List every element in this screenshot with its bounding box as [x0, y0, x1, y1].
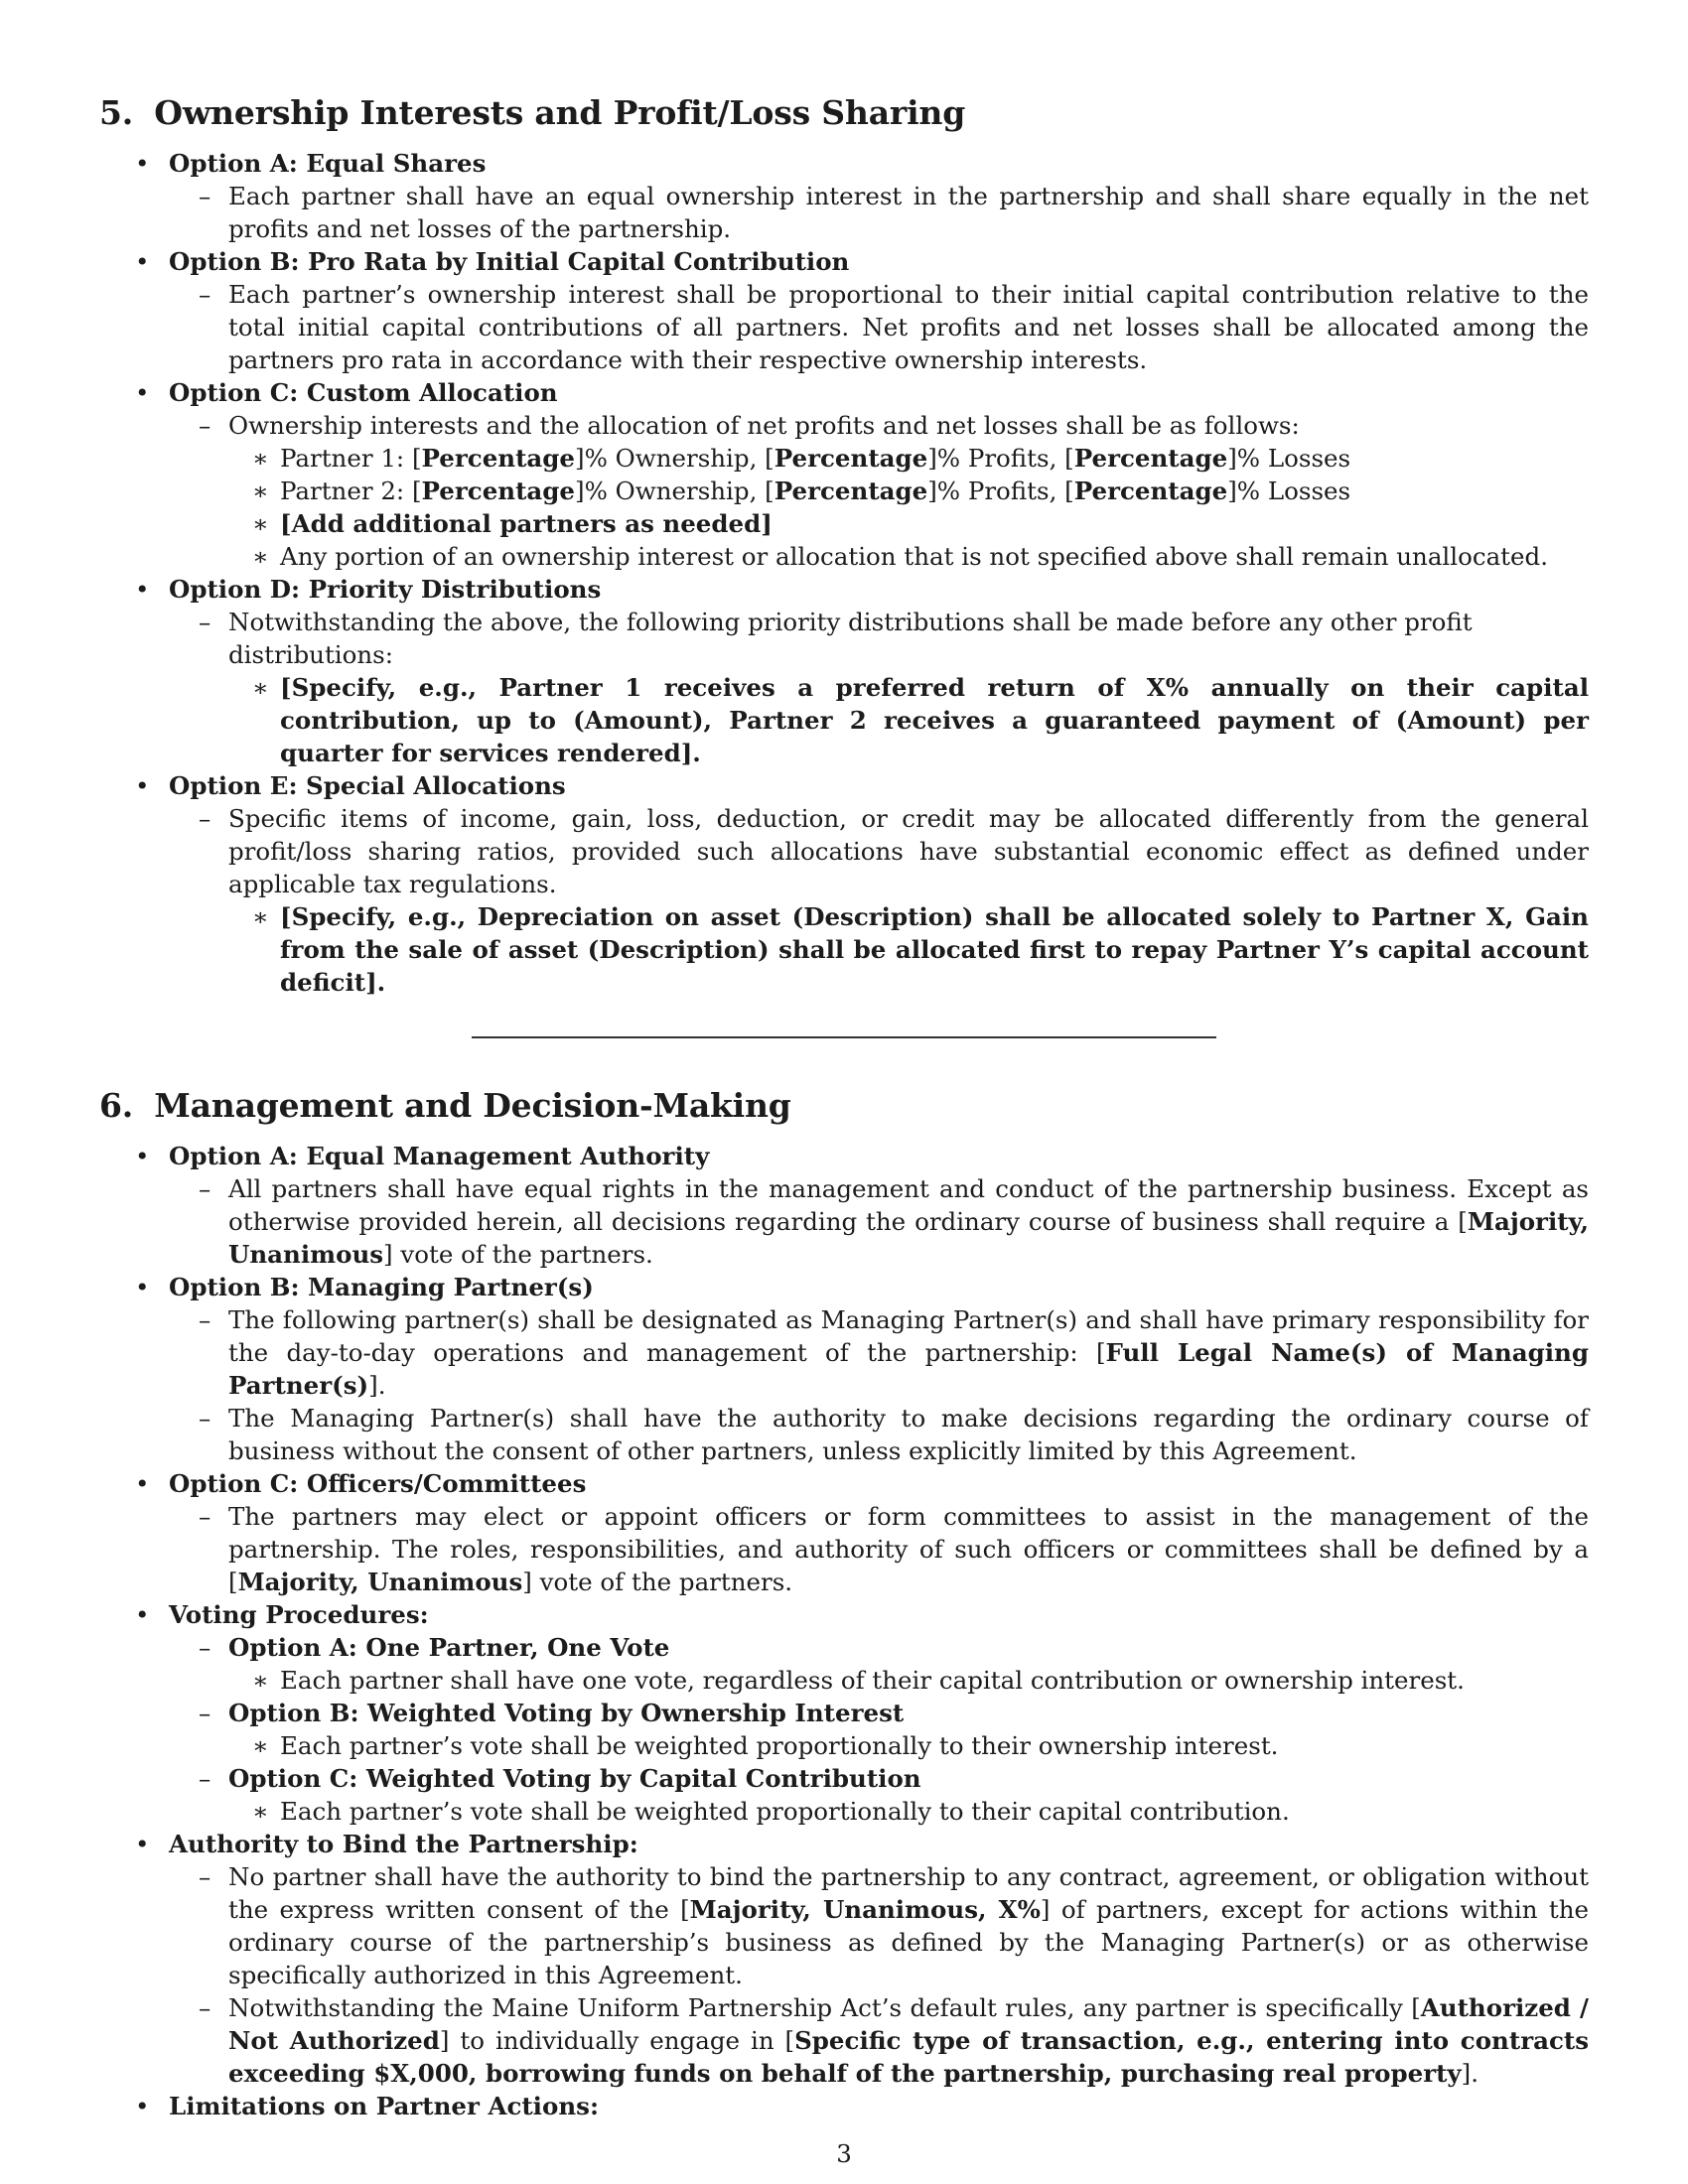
option-title: Authority to Bind the Partnership: [169, 1830, 638, 1858]
option-text: Each partner shall have an equal ownership interest in the partnership and shall share equally in the net profits and net losses of the partnership. [228, 182, 1589, 243]
partner-1-allocation: ∗ Partner 1: [Percentage]% Ownership, [Percentage]% Profits, [Percentage]% Losses [252, 444, 1351, 473]
list-item: • Option C: Officers/Committees [135, 1469, 587, 1498]
option-title: Voting Procedures: [169, 1600, 429, 1629]
option-title: Option B: Pro Rata by Initial Capital Contribution [169, 247, 850, 276]
list-item: • Option C: Custom Allocation [135, 378, 558, 407]
list-item: – No partner shall have the authority to bind the partnership to any contract, agreement, or obligation without the express written consent of the [Majority, Unanimous, X%] of partners, except for actions within the ordinary course of the partnership’s business as defined by the Managing Partner(s) or as otherwise specifically authorized in this Agreement. [199, 1862, 1589, 1989]
list-item: • Authority to Bind the Partnership: [135, 1830, 638, 1858]
list-item: – Option B: Weighted Voting by Ownership Interest [199, 1699, 905, 1727]
list-item: – The following partner(s) shall be designated as Managing Partner(s) and shall have primary responsibility for the day-to-day operations and management of the partnership: [Full Legal Name(s) of Managing Partner(s)]. [199, 1305, 1589, 1400]
list-item: ∗ Any portion of an ownership interest or allocation that is not specified above shall remain unallocated. [252, 542, 1548, 571]
list-item: – Each partner’s ownership interest shall be proportional to their initial capital contribution relative to the total initial capital contributions of all partners. Net profits and net losses shall be allocated among the partners pro rata in accordance with their respective ownership interests. [199, 280, 1589, 374]
list-item: • Voting Procedures: [135, 1600, 429, 1629]
list-item: – Option A: One Partner, One Vote [199, 1633, 670, 1662]
list-item: – Each partner shall have an equal ownership interest in the partnership and shall share equally in the net profits and net losses of the partnership. [199, 182, 1589, 243]
option-text: Ownership interests and the allocation of net profits and net losses shall be as follows: [228, 411, 1300, 440]
section-5-heading [99, 91, 1589, 135]
list-item: • Option A: Equal Shares [135, 149, 487, 178]
list-item: – The Managing Partner(s) shall have the authority to make decisions regarding the ordinary course of business without the consent of other partners, unless explicitly limited by this Agreement. [199, 1404, 1589, 1465]
list-item: • Option D: Priority Distributions [135, 575, 602, 604]
option-title: Option A: Equal Shares [169, 149, 487, 178]
section-number: 6. [99, 1086, 134, 1125]
partner-2-allocation: ∗ Partner 2: [Percentage]% Ownership, [Percentage]% Profits, [Percentage]% Losses [252, 477, 1351, 505]
option-title: Option C: Officers/Committees [169, 1469, 587, 1498]
list-item: – All partners shall have equal rights in the management and conduct of the partnership business. Except as otherwise provided herein, all decisions regarding the ordinary course of business shall require a [Majority, Unanimous] vote of the partners. [199, 1174, 1589, 1269]
priority-spec-placeholder: ∗ [Specify, e.g., Partner 1 receives a preferred return of X% annually on their capital contribution, up to (Amount), Partner 2 receives a guaranteed payment of (Amount) per quarter for services rendered]. [252, 673, 1589, 767]
list-item: • Option B: Managing Partner(s) [135, 1273, 594, 1301]
list-item: – Notwithstanding the Maine Uniform Partnership Act’s default rules, any partner is specifically [Authorized / Not Authorized] to individually engage in [Specific type of transaction, e.g., entering into contracts exceeding $X,000, borrowing funds on behalf of the partnership, purchasing real property]. [199, 1993, 1589, 2088]
page-number: 3 [836, 2139, 852, 2168]
list-item: – Ownership interests and the allocation of net profits and net losses shall be as follows: [199, 411, 1300, 440]
list-item: – The partners may elect or appoint officers or form committees to assist in the management of the partnership. The roles, responsibilities, and authority of such officers or committees shall be defined by a [Majority, Unanimous] vote of the partners. [199, 1502, 1589, 1596]
section-title: Management and Decision-Making [154, 1086, 791, 1125]
section-6-heading [99, 1084, 1589, 1128]
section-5-list [99, 147, 1589, 999]
section-number: 5. [99, 93, 134, 132]
option-text: Specific items of income, gain, loss, deduction, or credit may be allocated differently from the general profit/loss sharing ratios, provided such allocations have substantial economic effect as defined under applicable tax regulations. [228, 804, 1589, 898]
list-item: • Option E: Special Allocations [135, 771, 566, 800]
option-text: Notwithstanding the above, the following priority distributions shall be made before any other profit distributions: [228, 608, 1473, 669]
option-title: Option D: Priority Distributions [169, 575, 602, 604]
option-title: Option B: Managing Partner(s) [169, 1273, 594, 1301]
list-item: – Option C: Weighted Voting by Capital Contribution [199, 1764, 921, 1793]
list-item: ∗ Each partner’s vote shall be weighted proportionally to their ownership interest. [252, 1731, 1279, 1760]
option-text: Each partner’s ownership interest shall be proportional to their initial capital contribution relative to the total initial capital contributions of all partners. Net profits and net losses shall be allocated among the partners pro rata in accordance with their respective ownership interests. [228, 280, 1589, 374]
list-item: • Option A: Equal Management Authority [135, 1142, 710, 1170]
option-title: Option C: Custom Allocation [169, 378, 558, 407]
list-item: • Limitations on Partner Actions: [135, 2092, 599, 2120]
list-item: – Notwithstanding the above, the following priority distributions shall be made before any other profit distributions: [199, 608, 1473, 669]
list-item: – Specific items of income, gain, loss, deduction, or credit may be allocated differently from the general profit/loss sharing ratios, provided such allocations have substantial economic effect as defined under applicable tax regulations. [199, 804, 1589, 898]
special-allocation-spec-placeholder: ∗ [Specify, e.g., Depreciation on asset (Description) shall be allocated solely to Partner X, Gain from the sale of asset (Description) shall be allocated first to repay Partner Y’s capital account deficit]. [252, 902, 1589, 997]
option-title: Limitations on Partner Actions: [169, 2092, 599, 2120]
list-item: ∗ Each partner’s vote shall be weighted proportionally to their capital contribution. [252, 1797, 1290, 1826]
option-title: Option E: Special Allocations [169, 771, 566, 800]
section-6-list [99, 1140, 1589, 2122]
add-partners-placeholder: ∗ [Add additional partners as needed] [252, 509, 773, 538]
list-item: • Option B: Pro Rata by Initial Capital Contribution [135, 247, 850, 276]
option-title: Option A: Equal Management Authority [169, 1142, 710, 1170]
list-item: ∗ Each partner shall have one vote, regardless of their capital contribution or ownership interest. [252, 1666, 1465, 1695]
document-page [99, 91, 1589, 2122]
section-divider [472, 1036, 1216, 1038]
section-title: Ownership Interests and Profit/Loss Sharing [154, 93, 966, 132]
